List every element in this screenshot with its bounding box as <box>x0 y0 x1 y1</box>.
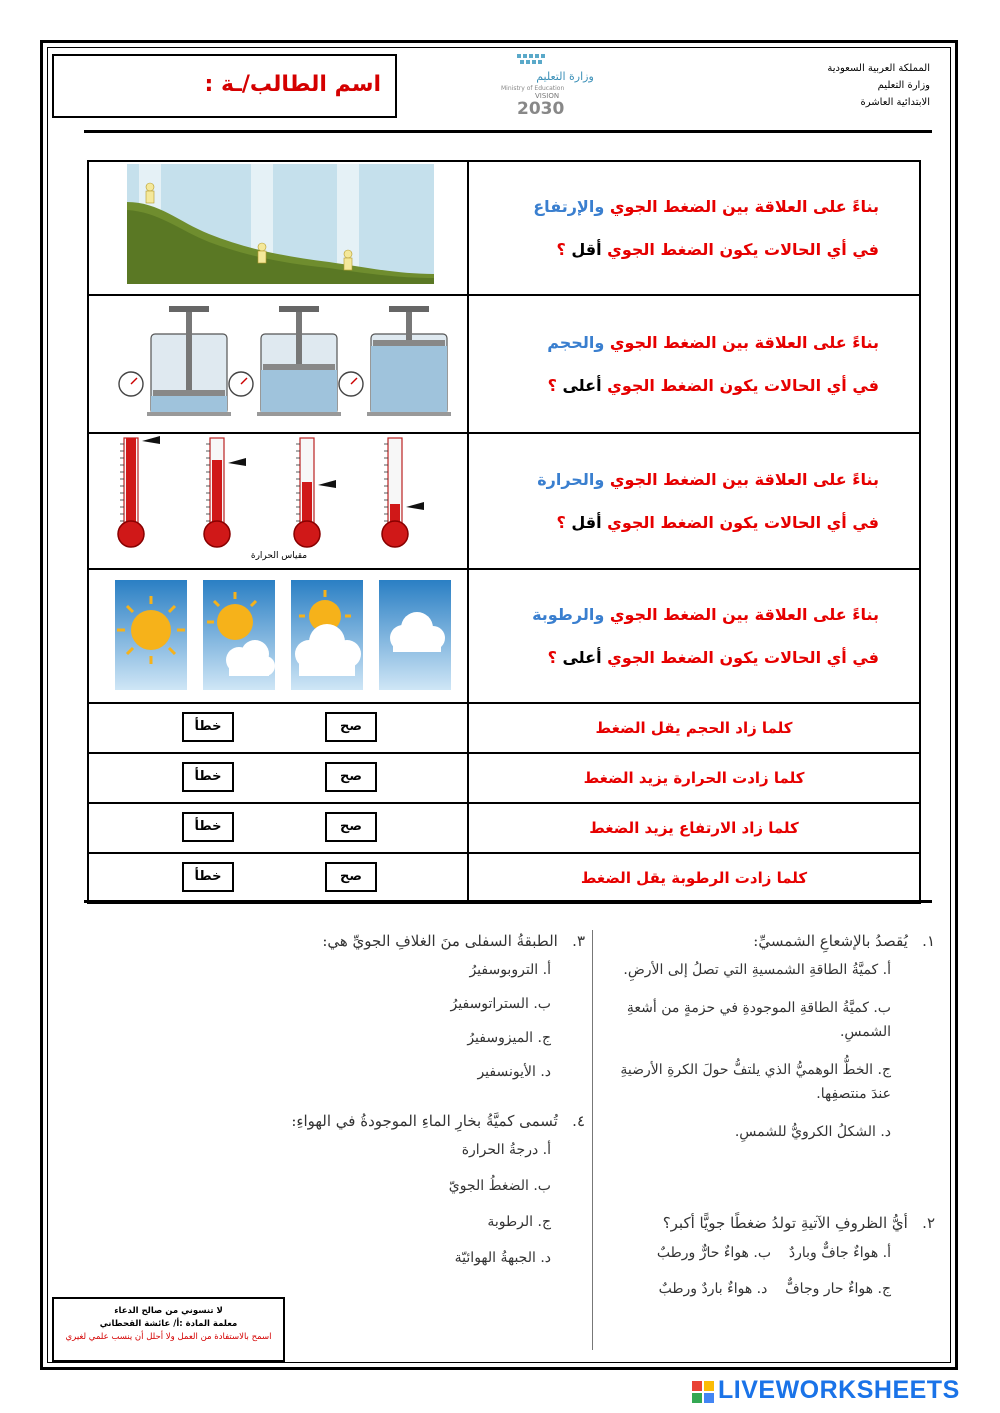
liveworksheets-brand[interactable]: LIVEWORKSHEETS <box>718 1376 960 1404</box>
true-option[interactable]: صح <box>325 712 377 742</box>
false-option[interactable]: خطأ <box>182 812 234 842</box>
piston-image-cell <box>88 295 468 433</box>
student-name-box[interactable] <box>52 54 397 118</box>
true-false-row <box>88 753 920 803</box>
credit-line-1: لا تنسوني من صالح الدعاء <box>114 1306 223 1316</box>
option-text[interactable]: كميَّةُ الطاقةِ الموجودةِ في حزمةٍ من أشعةِ الشمسِ. <box>626 1000 891 1040</box>
option-text[interactable]: التروبوسفيرُ <box>469 962 539 978</box>
country-text: المملكة العربية السعودية <box>827 63 930 74</box>
true-option[interactable]: صح <box>325 812 377 842</box>
cloudy-icon <box>379 580 451 690</box>
option-text[interactable]: هواءٌ جافٌّ وباردٌ <box>788 1245 879 1261</box>
level-marker <box>318 480 336 488</box>
option-text[interactable]: هواءٌ حار وجافٌّ <box>785 1281 874 1297</box>
header-divider <box>84 130 932 133</box>
question-row <box>88 569 920 703</box>
option-text[interactable]: هواءٌ حارٌّ ورطبٌ <box>656 1245 749 1261</box>
question-cell-volume: بناءً على العلاقة بين الضغط الجوي والحجم في أي الحالات يكون الضغط الجوي أعلى ؟ <box>468 295 920 433</box>
true-false-row <box>88 853 920 903</box>
false-option[interactable]: خطأ <box>182 762 234 792</box>
statement-cell: كلما زادت الرطوبة يقل الضغط <box>468 853 920 903</box>
mcq-question-2: ٢. أيُّ الظروفِ الآتيةِ تولدُ ضغطًا جويًّا أكبر؟ أ. هواءٌ جافٌّ وباردٌ ب. هواءٌ حارٌّ ورطبٌ ج. هواءٌ حار وجافٌّ د. هواءٌ باردٌ ورطبٌ <box>656 1214 935 1297</box>
thermometer <box>118 436 160 547</box>
option-text[interactable]: هواءٌ باردٌ ورطبٌ <box>658 1281 753 1297</box>
mcq-question-1: ١. يُقصدُ بالإشعاعِ الشمسيِّ: أ. كميَّةُ الطاقةِ الشمسيةِ التي تصلُ إلى الأرضِ. ب. كميَّةُ الطاقةِ الموجودةِ في حزمةٍ من أشعةِ الشمسِ. ج. الخطُّ الوهميُّ الذي يلتفُّ حولَ الكرةِ الأرضيةِ عندَ منتصفِها. د. الشكلُ الكرويُّ للشمسِ. <box>620 932 935 1140</box>
piston-cylinders-image[interactable] <box>89 296 467 428</box>
option-text[interactable]: الأيونسفير <box>477 1064 536 1080</box>
column-divider <box>592 930 593 1350</box>
true-false-row <box>88 703 920 753</box>
questions-table <box>87 160 921 904</box>
thermometer <box>294 438 336 547</box>
thermometers-image[interactable] <box>89 434 467 564</box>
altitude-image-cell <box>88 161 468 295</box>
school-header <box>827 60 930 111</box>
false-option[interactable]: خطأ <box>182 712 234 742</box>
partly-cloudy-icon <box>203 580 275 690</box>
true-false-row <box>88 803 920 853</box>
level-marker <box>406 502 424 510</box>
thermometer <box>204 438 246 547</box>
school-text: الابتدائية العاشرة <box>860 97 930 108</box>
altitude-figures-image[interactable] <box>89 162 467 290</box>
ministry-text: وزارة التعليم <box>877 80 930 91</box>
credit-line-3: اسمح بالاستفادة من العمل ولا أحلل أن ينسب علمي لغيري <box>65 1332 272 1342</box>
statement-cell: كلما زاد الارتفاع يزيد الضغط <box>468 803 920 853</box>
section-divider <box>84 900 932 903</box>
answer-cell <box>88 853 468 903</box>
option-text[interactable]: كميَّةُ الطاقةِ الشمسيةِ التي تصلُ إلى الأرضِ. <box>623 962 879 978</box>
level-marker <box>142 436 160 444</box>
answer-cell <box>88 803 468 853</box>
teacher-credit-box <box>52 1297 285 1362</box>
ministry-logo <box>495 52 610 122</box>
mcq-question-4: ٤. تُسمى كميَّةُ بخارِ الماءِ الموجودةُ في الهواءِ: أ. درجةُ الحرارة ب. الضغطُ الجويّ ج. الرطوبة د. الجبهةُ الهوائيّة <box>291 1112 585 1266</box>
mcq-question-3: ٣. الطبقةُ السفلى منَ الغلافِ الجويِّ هي: أ. التروبوسفيرُ ب. الستراتوسفيرُ ج. الميزوسفيرُ د. الأيونسفير <box>322 932 585 1080</box>
svg-text:وزارة التعليم: وزارة التعليم <box>536 70 594 83</box>
svg-text:VISION: VISION <box>535 92 560 100</box>
question-cell-humidity: بناءً على العلاقة بين الضغط الجوي والرطوبة في أي الحالات يكون الضغط الجوي أعلى ؟ <box>468 569 920 703</box>
option-text[interactable]: درجةُ الحرارة <box>461 1142 539 1158</box>
liveworksheets-logo-icon <box>692 1381 714 1403</box>
option-text[interactable]: الشكلُ الكرويُّ للشمسِ. <box>734 1124 876 1140</box>
option-text[interactable]: الميزوسفيرُ <box>467 1030 534 1046</box>
mostly-cloudy-icon <box>291 580 363 690</box>
student-name-label: اسم الطالب/ـة : <box>204 72 381 97</box>
question-cell-altitude: بناءً على العلاقة بين الضغط الجوي والإرتفاع في أي الحالات يكون الضغط الجوي أقل ؟ <box>468 161 920 295</box>
question-row <box>88 161 920 295</box>
question-cell-temperature: بناءً على العلاقة بين الضغط الجوي والحرارة في أي الحالات يكون الضغط الجوي أقل ؟ <box>468 433 920 569</box>
weather-icons-image[interactable] <box>89 570 467 698</box>
thermometer <box>382 438 424 547</box>
answer-cell <box>88 703 468 753</box>
false-option[interactable]: خطأ <box>182 862 234 892</box>
question-row <box>88 433 920 569</box>
level-marker <box>228 458 246 466</box>
thermometer-image-cell <box>88 433 468 569</box>
option-text[interactable]: الخطُّ الوهميُّ الذي يلتفُّ حولَ الكرةِ الأرضيةِ عندَ منتصفِها. <box>620 1062 891 1102</box>
option-text[interactable]: الجبهةُ الهوائيّة <box>454 1250 536 1266</box>
statement-cell: كلما زادت الحرارة يزيد الضغط <box>468 753 920 803</box>
answer-cell <box>88 753 468 803</box>
option-text[interactable]: الستراتوسفيرُ <box>450 996 529 1012</box>
option-text[interactable]: الرطوبة <box>487 1214 534 1230</box>
credit-line-2: معلمة المادة :أ/ عائشة القحطاني <box>99 1319 238 1329</box>
svg-text:2030: 2030 <box>517 99 565 119</box>
statement-cell: كلما زاد الحجم يقل الضغط <box>468 703 920 753</box>
weather-image-cell <box>88 569 468 703</box>
true-option[interactable]: صح <box>325 862 377 892</box>
svg-text:Ministry of Education: Ministry of Education <box>501 85 565 92</box>
thermometer-caption: مقياس الحرارة <box>250 551 308 561</box>
sunny-icon <box>115 580 187 690</box>
true-option[interactable]: صح <box>325 762 377 792</box>
question-row <box>88 295 920 433</box>
option-text[interactable]: الضغطُ الجويّ <box>448 1178 529 1194</box>
